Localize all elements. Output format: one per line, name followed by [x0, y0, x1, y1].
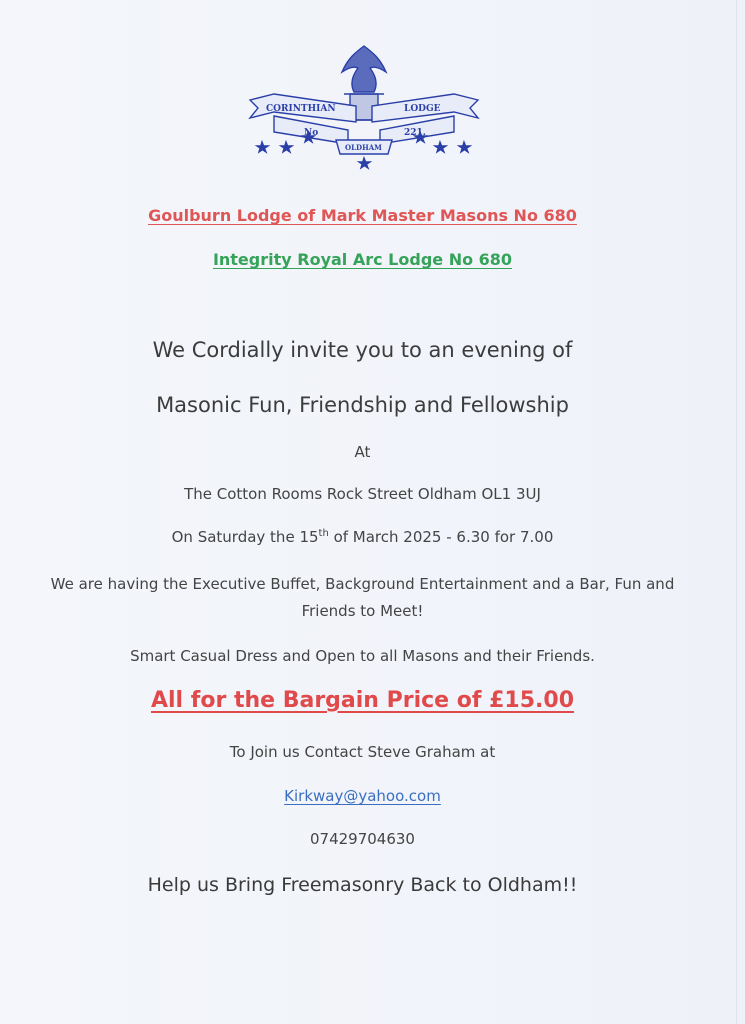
price-heading: All for the Bargain Price of £15.00	[150, 688, 575, 713]
crest-right-banner-text: LODGE	[404, 104, 441, 114]
date-rest: of March 2025 - 6.30 for 7.00	[328, 528, 554, 546]
date-prefix: On Saturday the 15	[171, 528, 319, 546]
crest-number-left-text: No	[304, 128, 319, 138]
join-contact-text: To Join us Contact Steve Graham at	[229, 743, 496, 761]
venue-text: The Cotton Rooms Rock Street Oldham OL1 3UJ	[184, 485, 541, 503]
invite-line-2: Masonic Fun, Friendship and Fellowship	[156, 393, 569, 417]
mark-lodge-heading: Goulburn Lodge of Mark Master Masons No 680	[148, 206, 577, 225]
at-text: At	[354, 443, 371, 461]
crest-bottom-banner-text: OLDHAM	[345, 143, 382, 152]
buffet-text: We are having the Executive Buffet, Background Entertainment and a Bar, Fun and Friends to Meet!	[50, 575, 675, 620]
contact-email-link[interactable]: Kirkway@yahoo.com	[284, 787, 441, 805]
date-text	[0, 528, 725, 546]
crest-number-right-text: 221.	[404, 128, 426, 138]
contact-phone-text: 07429704630	[310, 830, 415, 848]
crest-left-banner-text: CORINTHIAN	[266, 104, 336, 114]
arch-lodge-heading: Integrity Royal Arc Lodge No 680	[212, 250, 513, 269]
invite-line-1: We Cordially invite you to an evening of	[152, 338, 573, 362]
date-ordinal: th	[318, 528, 329, 539]
lodge-crest-icon	[244, 42, 484, 174]
closing-slogan: Help us Bring Freemasonry Back to Oldham!!	[147, 874, 578, 896]
dress-code-text: Smart Casual Dress and Open to all Masons and their Friends.	[130, 647, 595, 665]
page-edge	[736, 0, 737, 1024]
